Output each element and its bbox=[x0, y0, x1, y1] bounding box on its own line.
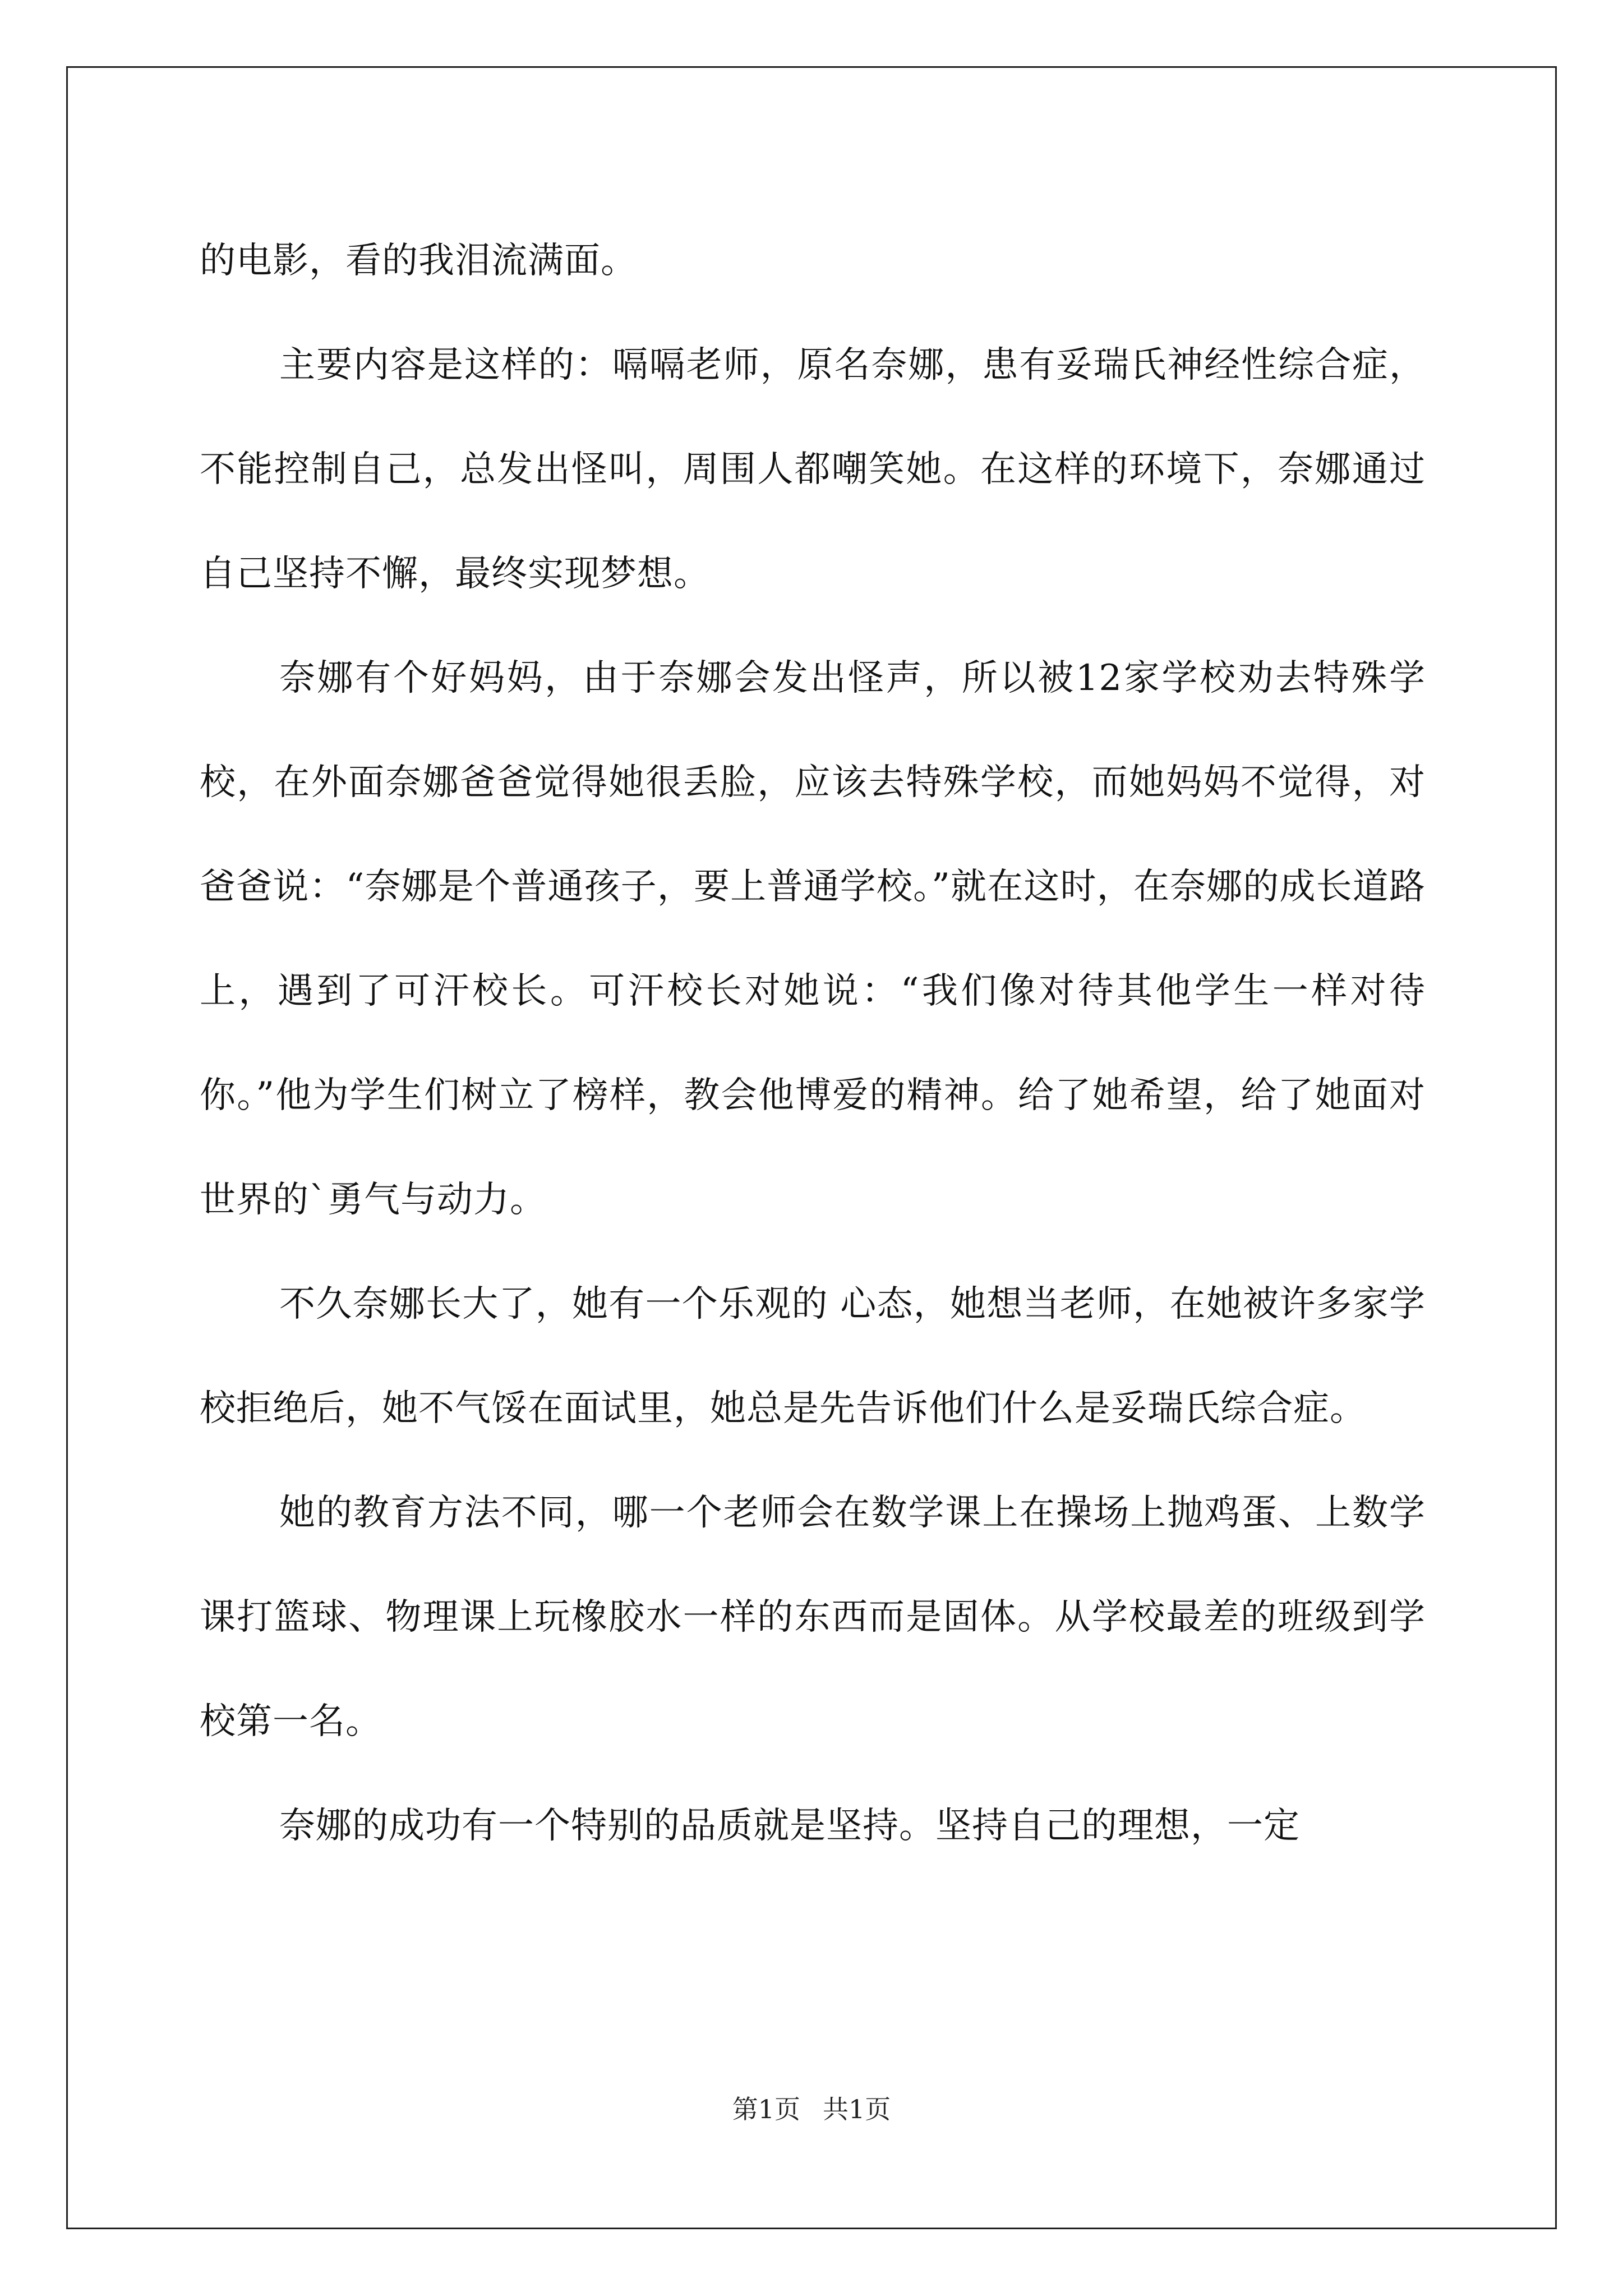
page-count: 共1页 bbox=[823, 2094, 891, 2124]
document-body bbox=[200, 209, 1426, 1878]
paragraph-1: 的电影，看的我泪流满面。 bbox=[200, 240, 637, 282]
paragraph-3: 奈娜有个好妈妈，由于奈娜会发出怪声，所以被12家学校劝去特殊学校，在外面奈娜爸爸觉得她很丢脸，应该去特殊学校，而她妈妈不觉得，对爸爸说：“奈娜是个普通孩子，要上普通学校。”就在这时，在奈娜的成长道路上，遇到了可汗校长。可汗校长对她说：“我们像对待其他学生一样对待你。”他为学生们树立了榜样，教会他博爱的精神。给了她希望，给了她面对世界的`勇气与动力。 bbox=[200, 657, 1426, 1221]
paragraph-5: 她的教育方法不同，哪一个老师会在数学课上在操场上抛鸡蛋、上数学课打篮球、物理课上玩橡胶水一样的东西而是固体。从学校最差的班级到学校第一名。 bbox=[200, 1492, 1426, 1742]
page-number: 第1页 bbox=[732, 2094, 800, 2124]
paragraph-4: 不久奈娜长大了，她有一个乐观的 心态，她想当老师，在她被许多家学校拒绝后，她不气馁在面试里，她总是先告诉他们什么是妥瑞氏综合症。 bbox=[200, 1283, 1426, 1429]
paragraph-6: 奈娜的成功有一个特别的品质就是坚持。坚持自己的理想，一定 bbox=[279, 1805, 1300, 1847]
paragraph-2: 主要内容是这样的：嗝嗝老师，原名奈娜，患有妥瑞氏神经性综合症，不能控制自己，总发出怪叫，周围人都嘲笑她。在这样的环境下，奈娜通过自己坚持不懈，最终实现梦想。 bbox=[200, 344, 1426, 595]
page-footer bbox=[0, 2092, 1623, 2126]
